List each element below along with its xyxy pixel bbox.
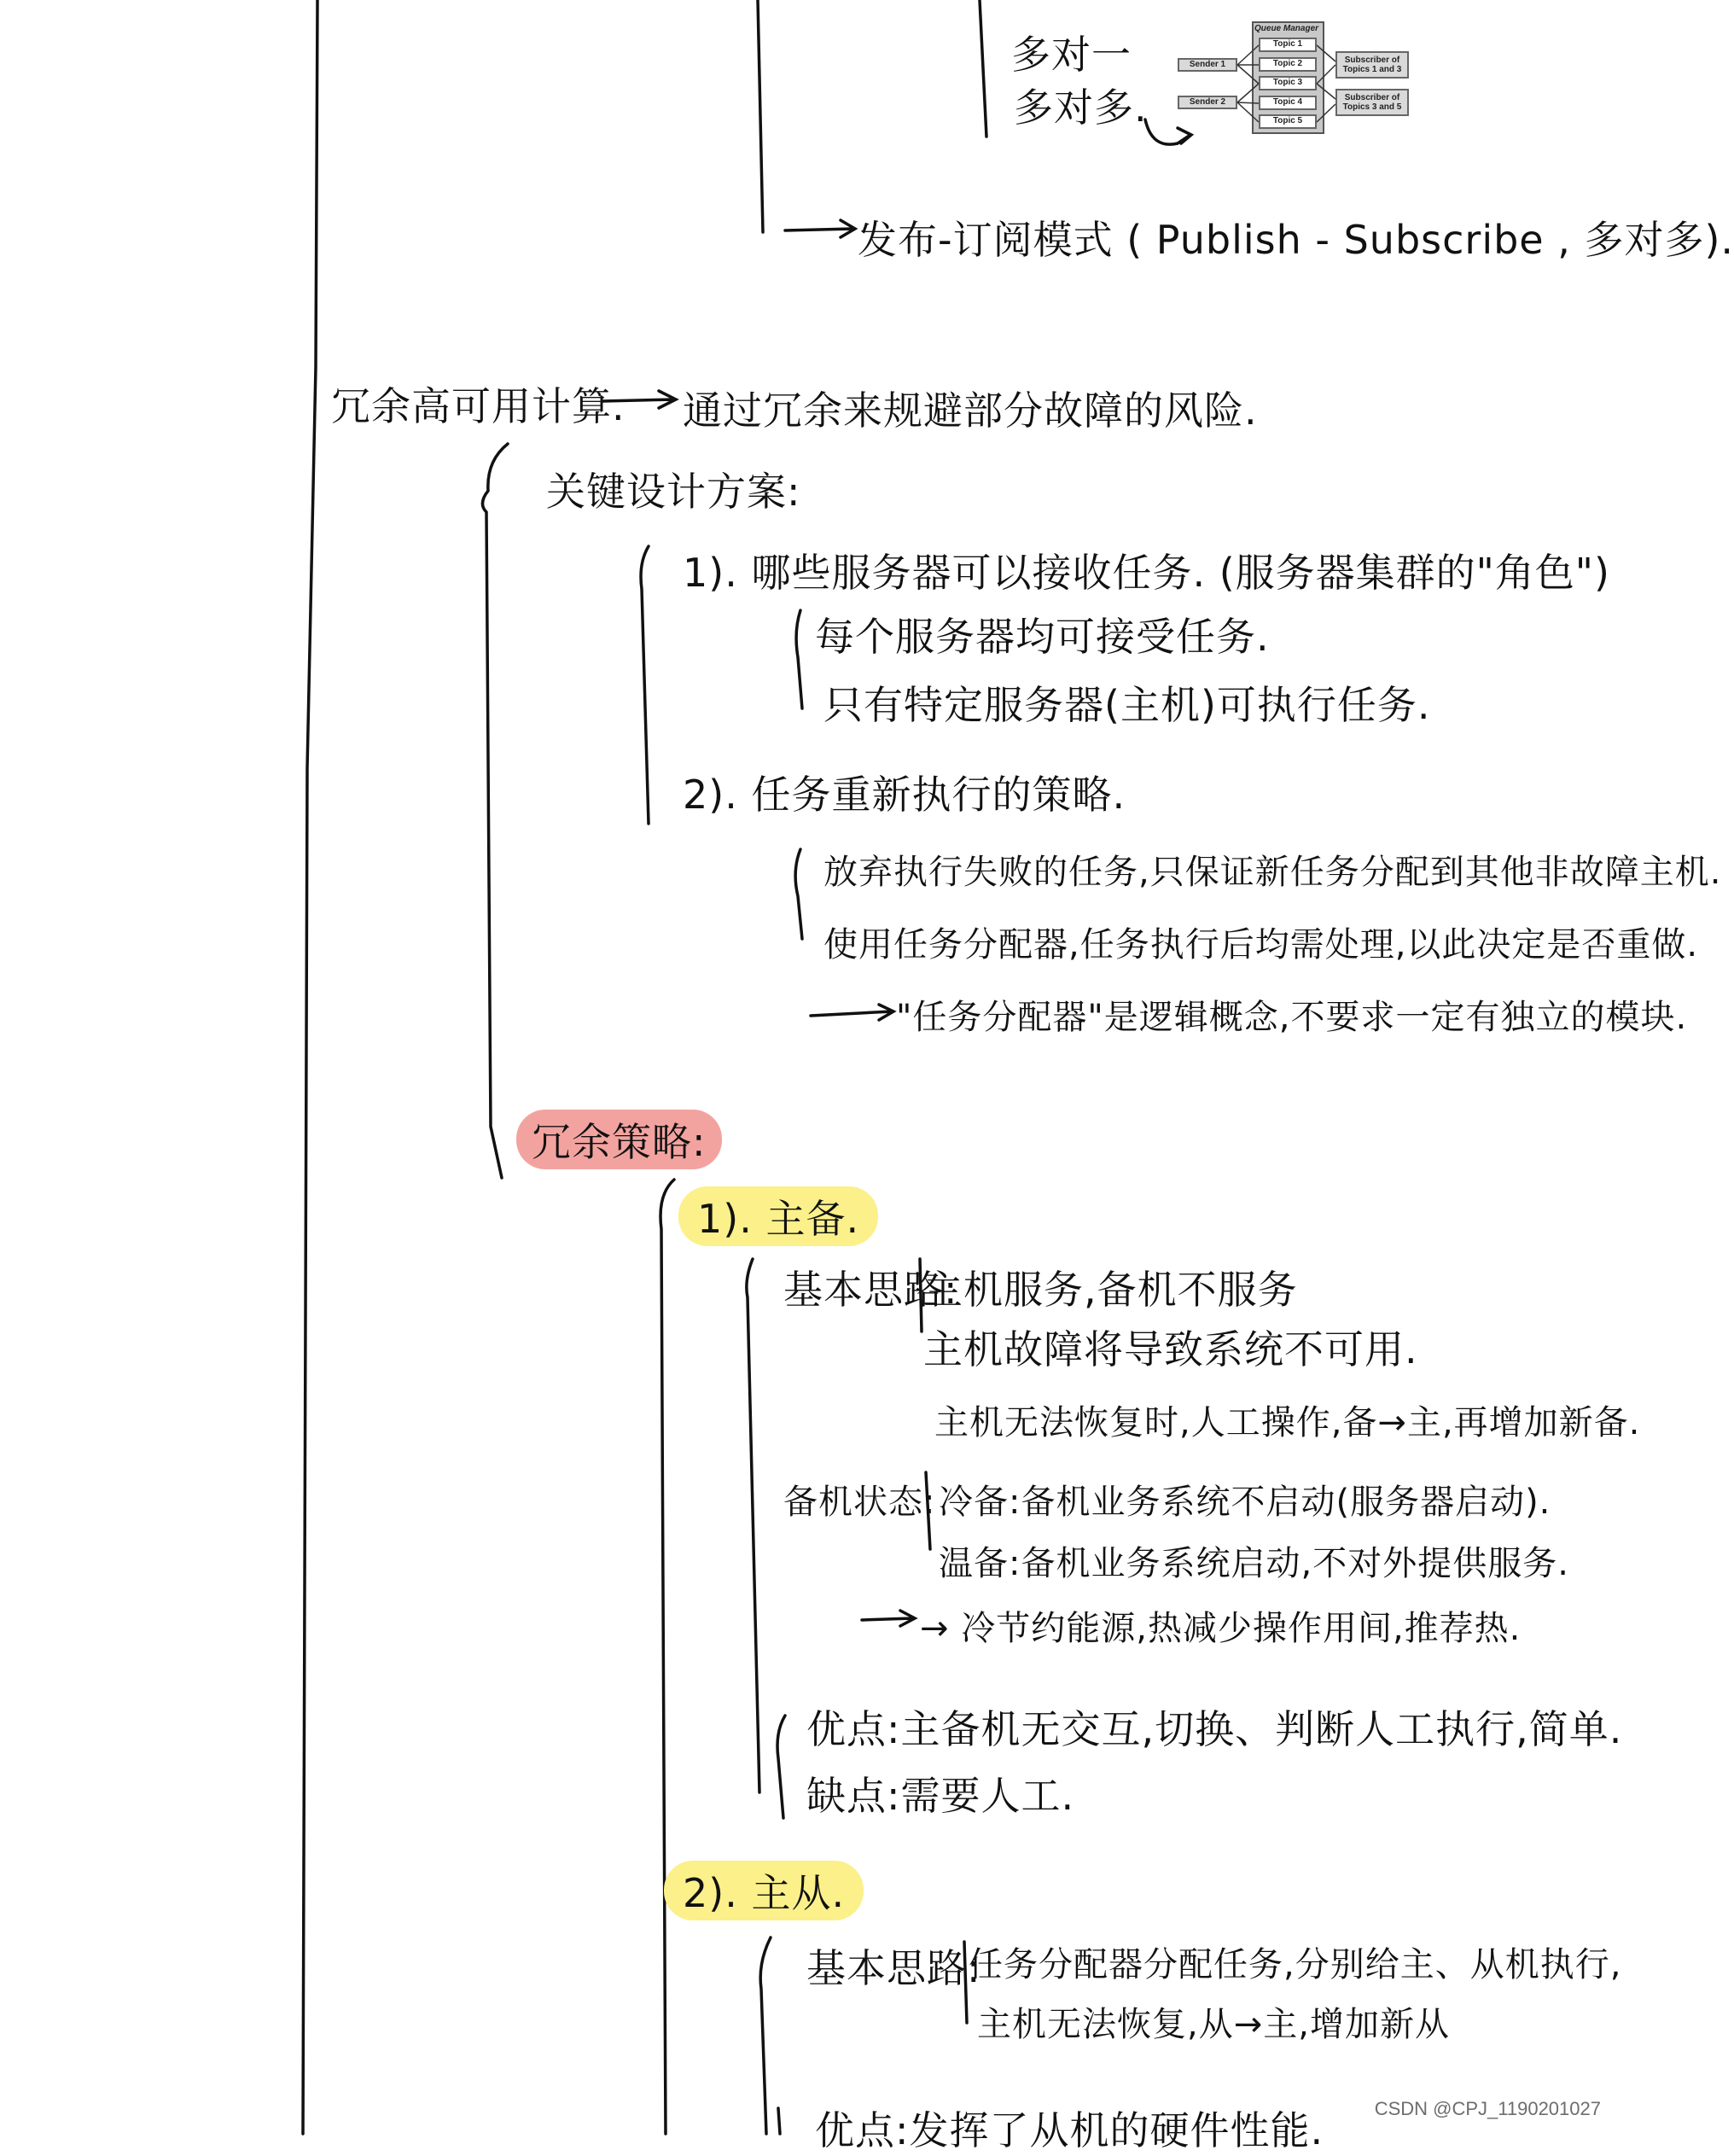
topic-3: Topic 3 (1259, 76, 1317, 90)
many-to-one-text: 多对一 (1011, 32, 1132, 78)
question-1: 1). 哪些服务器可以接收任务. (服务器集群的"角色") (683, 550, 1610, 596)
active-standby-title: 1). 主备. (678, 1186, 878, 1246)
ms-basic-label: 基本思路: (806, 1945, 981, 1991)
as-basic-3: 主机无法恢复时,人工操作,备→主,再增加新备. (934, 1403, 1641, 1442)
redundancy-title: 冗余高可用计算. (331, 383, 626, 429)
q1-bracket (641, 546, 649, 824)
key-design-bracket (482, 444, 508, 1178)
as-basic-label: 基本思路: (783, 1267, 958, 1313)
topic-4: Topic 4 (1259, 96, 1317, 110)
key-design-label: 关键设计方案: (546, 469, 801, 515)
many-to-many-text: 多对多. (1014, 84, 1148, 131)
subscriber-1: Subscriber of Topics 1 and 3 (1335, 51, 1409, 79)
strategy-bracket (660, 1180, 674, 2134)
question-1-option-b: 只有特定服务器(主机)可执行任务. (823, 682, 1431, 728)
as-basic-2: 主机故障将导致系统不可用. (923, 1326, 1418, 1372)
as-pros: 优点:主备机无交互,切换、判断人工执行,简单. (806, 1706, 1623, 1752)
watermark: CSDN @CPJ_1190201027 (1374, 2098, 1601, 2119)
as-basic-1: 主机服务,备机不服务 (923, 1267, 1298, 1313)
question-2: 2). 任务重新执行的策略. (683, 772, 1126, 818)
queue-manager-title: Queue Manager (1254, 24, 1319, 33)
top-vertical-1 (980, 0, 986, 137)
sender-1: Sender 1 (1178, 58, 1237, 72)
ms-basic-1: 任务分配器分配任务,分别给主、从机执行, (969, 1945, 1622, 1984)
as-warm-standby: 温备:备机业务系统启动,不对外提供服务. (939, 1544, 1569, 1583)
sender-2: Sender 2 (1178, 96, 1237, 109)
as-cold-standby: 冷备:备机业务系统不启动(服务器启动). (939, 1483, 1551, 1522)
question-2-option-b: 使用任务分配器,任务执行后均需处理,以此决定是否重做. (823, 925, 1699, 964)
topic-5: Topic 5 (1259, 114, 1317, 129)
pubsub-arrow (785, 220, 855, 237)
as-cons: 缺点:需要人工. (806, 1773, 1075, 1819)
topic-1: Topic 1 (1259, 38, 1317, 52)
main-spine-line (303, 0, 317, 2134)
question-2-option-a: 放弃执行失败的任务,只保证新任务分配到其他非故障主机. (823, 853, 1722, 892)
question-1-option-a: 每个服务器均可接受任务. (815, 614, 1270, 660)
ms-basic-2: 主机无法恢复,从→主,增加新从 (977, 2005, 1450, 2044)
question-2-note: "任务分配器"是逻辑概念,不要求一定有独立的模块. (896, 998, 1688, 1037)
top-vertical-2 (758, 0, 763, 232)
redundancy-strategy-label: 冗余策略: (516, 1110, 722, 1169)
ms-pros: 优点:发挥了从机的硬件性能. (815, 2107, 1324, 2153)
master-slave-title: 2). 主从. (664, 1861, 864, 1920)
as-state-note: → 冷节约能源,热减少操作用间,推荐热. (920, 1609, 1522, 1648)
redundancy-desc: 通过冗余来规避部分故障的风险. (683, 387, 1258, 434)
as-state-label: 备机状态: (783, 1483, 936, 1522)
subscriber-2: Subscriber of Topics 3 and 5 (1335, 89, 1409, 116)
pubsub-text: 发布-订阅模式 ( Publish - Subscribe , 多对多). (858, 217, 1734, 263)
topic-2: Topic 2 (1259, 57, 1317, 72)
